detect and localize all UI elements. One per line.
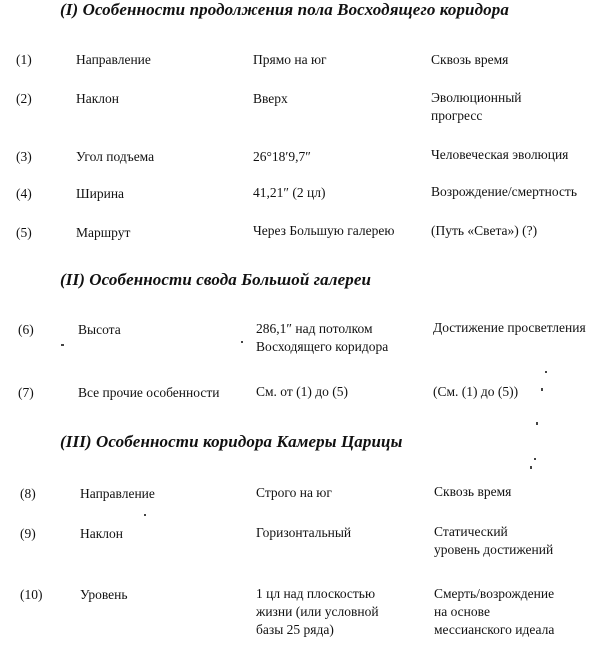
row-number: (4) xyxy=(16,186,32,201)
feature-meaning: (См. (1) до (5)) xyxy=(433,384,519,399)
feature-meaning-line: Эволюционный xyxy=(431,90,522,105)
feature-name: Ширина xyxy=(76,186,125,201)
scan-speck xyxy=(530,466,532,469)
scan-speck xyxy=(545,371,547,373)
feature-value-line: 286,1″ над потолком xyxy=(256,321,373,336)
feature-value: Прямо на юг xyxy=(253,52,327,67)
feature-value: 41,21″ (2 цл) xyxy=(253,185,326,200)
row-number: (1) xyxy=(16,52,32,67)
feature-value: См. от (1) до (5) xyxy=(256,384,348,399)
feature-name: Все прочие особенности xyxy=(78,385,220,400)
feature-name: Наклон xyxy=(80,526,124,541)
row-number: (9) xyxy=(20,526,36,541)
feature-name: Высота xyxy=(78,322,121,337)
section-heading-2: (II) Особенности свода Большой галереи xyxy=(60,270,372,289)
feature-value-line: жизни (или условной xyxy=(256,604,379,619)
row-number: (6) xyxy=(18,322,34,337)
row-number: (8) xyxy=(20,486,36,501)
feature-meaning-line: на основе xyxy=(434,604,490,619)
feature-meaning: Сквозь время xyxy=(431,52,509,67)
feature-name: Наклон xyxy=(76,91,120,106)
feature-meaning-line: уровень достижений xyxy=(434,542,554,557)
row-number: (7) xyxy=(18,385,34,400)
scan-speck xyxy=(144,514,146,516)
scan-speck xyxy=(241,341,243,343)
feature-value: Вверх xyxy=(253,91,288,106)
feature-meaning: (Путь «Света») (?) xyxy=(431,223,538,238)
feature-name: Угол подъема xyxy=(76,149,155,164)
scan-speck xyxy=(61,344,64,346)
feature-name: Маршрут xyxy=(76,225,131,240)
section-heading-3: (III) Особенности коридора Камеры Царицы xyxy=(60,432,403,451)
feature-value: 26°18′9,7″ xyxy=(253,149,311,164)
row-number: (10) xyxy=(20,587,43,602)
feature-name: Направление xyxy=(80,486,155,501)
feature-meaning: Достижение просветления xyxy=(433,320,586,335)
feature-meaning-line: Статический xyxy=(434,524,508,539)
feature-value: Горизонтальный xyxy=(256,525,352,540)
feature-value: Через Большую галерею xyxy=(253,223,395,238)
row-number: (2) xyxy=(16,91,32,106)
feature-meaning: Возрождение/смертность xyxy=(431,184,577,199)
feature-meaning-line: прогресс xyxy=(431,108,483,123)
feature-meaning: Человеческая эволюция xyxy=(431,147,569,162)
feature-name: Уровень xyxy=(80,587,128,602)
row-number: (3) xyxy=(16,149,32,164)
feature-meaning: Сквозь время xyxy=(434,484,512,499)
section-heading-1: (I) Особенности продолжения пола Восходящего коридора xyxy=(60,0,509,19)
scan-speck xyxy=(541,388,543,391)
row-number: (5) xyxy=(16,225,32,240)
scan-speck xyxy=(534,458,536,460)
feature-value-line: базы 25 ряда) xyxy=(256,622,334,637)
feature-meaning-line: мессианского идеала xyxy=(434,622,555,637)
feature-value-line: Восходящего коридора xyxy=(256,339,389,354)
feature-meaning-line: Смерть/возрождение xyxy=(434,586,555,601)
feature-value-line: 1 цл над плоскостью xyxy=(256,586,376,601)
scan-speck xyxy=(536,422,538,425)
feature-name: Направление xyxy=(76,52,151,67)
feature-value: Строго на юг xyxy=(256,485,332,500)
